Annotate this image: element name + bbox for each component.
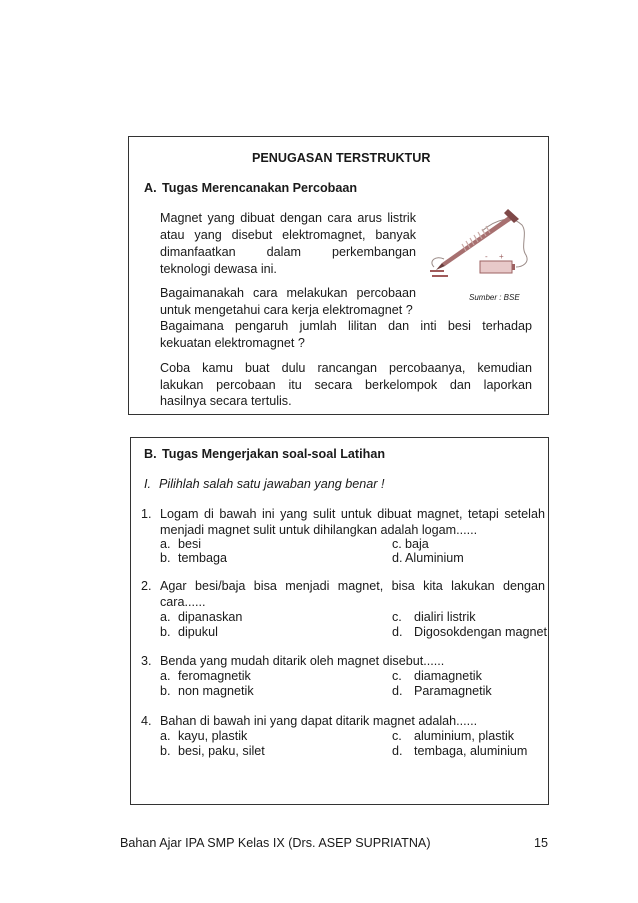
option-text: tembaga (178, 551, 228, 565)
option-text: kayu, plastik (178, 729, 248, 743)
paragraph-1-line-3: dimanfaatkan dalam perkembangan (160, 245, 416, 259)
section-a-marker: A. (144, 181, 157, 195)
paragraph-2-line-3: Bagaimana pengaruh jumlah lilitan dan inti besi terhadap (160, 319, 532, 333)
option-text: non magnetik (178, 684, 254, 698)
option-text: besi (178, 537, 202, 551)
option-text: aluminium, plastik (414, 729, 515, 743)
option-marker: d. (392, 684, 403, 698)
paragraph-2-line-1: Bagaimanakah cara melakukan percobaan (160, 286, 416, 300)
question-1-line-2: menjadi magnet sulit untuk dihilangkan adalah logam...... (160, 523, 478, 537)
paragraph-2-line-4: kekuatan elektromagnet ? (160, 336, 305, 350)
question-1-line-1: Logam di bawah ini yang sulit untuk dibuat magnet, tetapi setelah (160, 507, 545, 521)
battery-plus-sign: + (499, 252, 504, 261)
option-marker: c. (392, 610, 402, 624)
section-b-marker: B. (144, 447, 157, 461)
question-4-number: 4. (141, 714, 152, 728)
assignment-title: PENUGASAN TERSTRUKTUR (252, 151, 431, 165)
option-marker: b. (160, 625, 171, 639)
option-marker: d. (392, 744, 403, 758)
option-marker: a. (160, 610, 171, 624)
option-marker: d. (392, 625, 403, 639)
paragraph-3-line-1: Coba kamu buat dulu rancangan percobaanya, kemudian (160, 361, 532, 375)
option-text: diamagnetik (414, 669, 482, 683)
question-3-line-1: Benda yang mudah ditarik oleh magnet disebut...... (160, 654, 445, 668)
option-text: baja (405, 537, 429, 551)
section-b-heading: Tugas Mengerjakan soal-soal Latihan (162, 447, 386, 461)
question-2-number: 2. (141, 579, 152, 593)
option-marker: d. (392, 551, 403, 565)
option-marker: b. (160, 551, 171, 565)
question-4-line-1: Bahan di bawah ini yang dapat ditarik magnet adalah...... (160, 714, 478, 728)
image-caption: Sumber : BSE (469, 293, 520, 302)
footer-source: Bahan Ajar IPA SMP Kelas IX (Drs. ASEP SUPRIATNA) (120, 836, 431, 850)
option-marker: a. (160, 729, 171, 743)
question-2-line-2: cara...... (160, 595, 206, 609)
option-marker: c. (392, 729, 402, 743)
option-marker: c. (392, 669, 402, 683)
option-marker: c. (392, 537, 402, 551)
option-marker: a. (160, 537, 171, 551)
question-3-number: 3. (141, 654, 152, 668)
option-text: Aluminium (405, 551, 464, 565)
battery-minus-sign: - (485, 252, 488, 261)
paragraph-3-line-3: hasilnya secara tertulis. (160, 394, 292, 408)
option-text: besi, paku, silet (178, 744, 265, 758)
question-1-number: 1. (141, 507, 152, 521)
instruction-marker: I. (144, 477, 151, 491)
paragraph-1-line-1: Magnet yang dibuat dengan cara arus listrik (160, 211, 416, 225)
option-marker: b. (160, 684, 171, 698)
option-text: feromagnetik (178, 669, 251, 683)
instruction-text: Pilihlah salah satu jawaban yang benar ! (159, 477, 385, 491)
paragraph-1-line-4: teknologi dewasa ini. (160, 262, 277, 276)
question-2-line-1: Agar besi/baja bisa menjadi magnet, bisa kita lakukan dengan (160, 579, 545, 593)
option-text: dipanaskan (178, 610, 243, 624)
electromagnet-nail-battery-illustration (424, 207, 536, 287)
paragraph-1-line-2: atau yang disebut elektromagnet, banyak (160, 228, 416, 242)
option-text: dialiri listrik (414, 610, 476, 624)
option-text: Digosokdengan magnet (414, 625, 548, 639)
option-marker: a. (160, 669, 171, 683)
paragraph-2-line-2: untuk mengetahui cara kerja elektromagnet ? (160, 303, 413, 317)
option-text: tembaga, aluminium (414, 744, 528, 758)
paragraph-3-line-2: lakukan percobaan itu secara berkelompok dan laporkan (160, 378, 532, 392)
option-text: dipukul (178, 625, 218, 639)
option-text: Paramagnetik (414, 684, 492, 698)
page-number: 15 (534, 836, 549, 850)
option-marker: b. (160, 744, 171, 758)
section-a-heading: Tugas Merencanakan Percobaan (162, 181, 358, 195)
